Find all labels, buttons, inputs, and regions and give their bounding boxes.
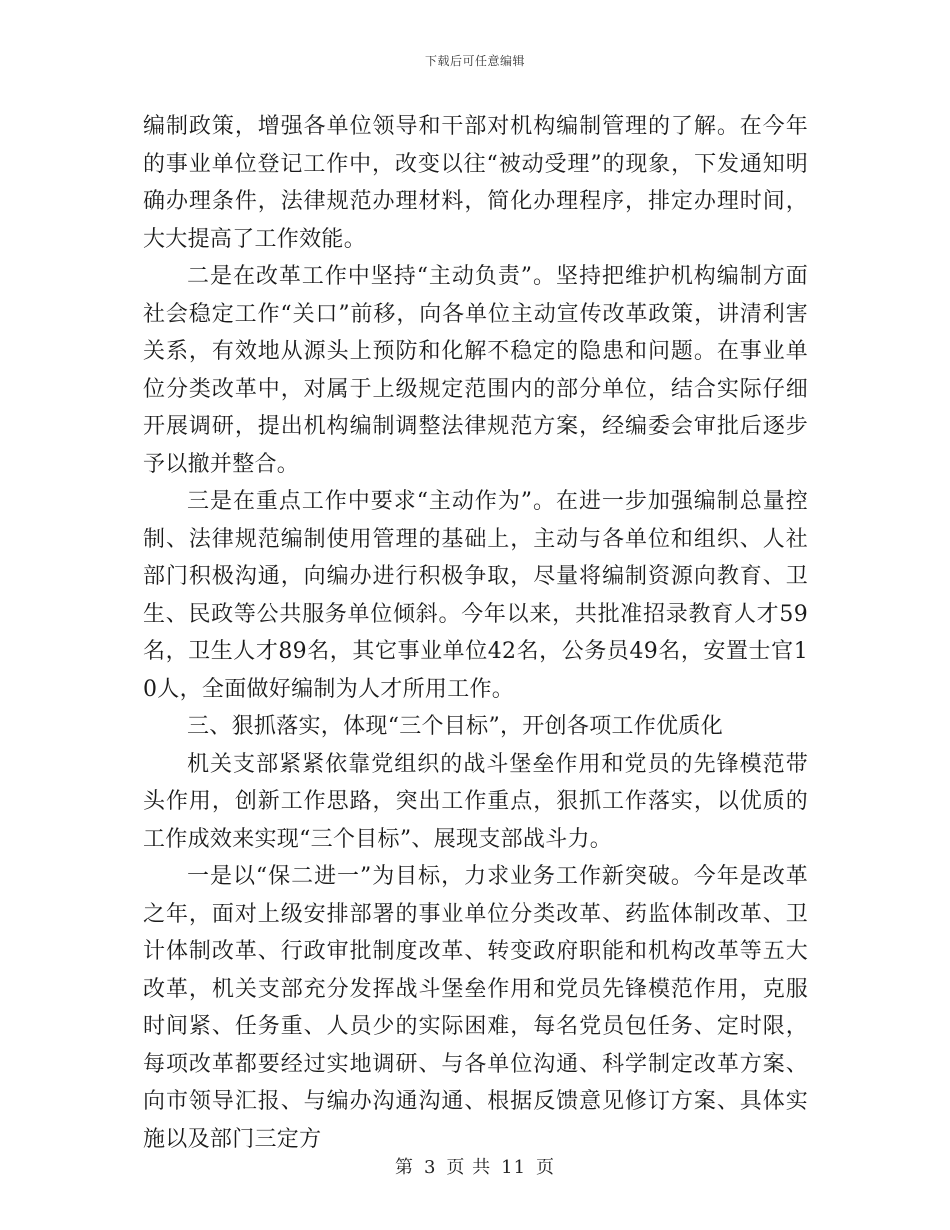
page-footer	[0, 1153, 950, 1179]
paragraph-5: 机关支部紧紧依靠党组织的战斗堡垒作用和党员的先锋模范带头作用，创新工作思路，突出工作重点，狠抓工作落实，以优质的工作成效来实现“三个目标”、展现支部战斗力。	[143, 751, 808, 852]
footer-current-page: 3	[423, 1157, 437, 1178]
footer-suffix: 页	[536, 1157, 556, 1178]
paragraph-3: 三是在重点工作中要求“主动作为”。在进一步加强编制总量控制、法律规范编制使用管理的基础上，主动与各单位和组织、人社部门积极沟通，向编办进行积极争取，尽量将编制资源向教育、卫生、民政等公共服务单位倾斜。今年以来，共批准招录教育人才59名，卫生人才89名，其它事业单位42名，公务员49名，安置士官10人，全面做好编制为人才所用工作。	[143, 489, 808, 702]
section-heading: 三、狠抓落实，体现“三个目标”，开创各项工作优质化	[187, 714, 723, 739]
page-header: 下载后可任意编辑	[424, 54, 525, 68]
paragraph-1: 编制政策，增强各单位领导和干部对机构编制管理的了解。在今年的事业单位登记工作中，改变以往“被动受理”的现象，下发通知明确办理条件，法律规范办理材料，简化办理程序，排定办理时间，大大提高了工作效能。	[143, 114, 808, 252]
footer-total-pages: 11	[501, 1157, 527, 1178]
paragraph-2: 二是在改革工作中坚持“主动负责”。坚持把维护机构编制方面社会稳定工作“关口”前移，向各单位主动宣传改革政策，讲清利害关系，有效地从源头上预防和化解不稳定的隐患和问题。在事业单位分类改革中，对属于上级规定范围内的部分单位，结合实际仔细开展调研，提出机构编制调整法律规范方案，经编委会审批后逐步予以撤并整合。	[143, 264, 808, 477]
paragraph-6: 一是以“保二进一”为目标，力求业务工作新突破。今年是改革之年，面对上级安排部署的事业单位分类改革、药监体制改革、卫计体制改革、行政审批制度改革、转变政府职能和机构改革等五大改革，机关支部充分发挥战斗堡垒作用和党员先锋模范作用，克服时间紧、任务重、人员少的实际困难，每名党员包任务、定时限，每项改革都要经过实地调研、与各单位沟通、科学制定改革方案、向市领导汇报、与编办沟通沟通、根据反馈意见修订方案、具体实施以及部门三定方	[143, 864, 808, 1152]
footer-prefix: 第	[394, 1157, 414, 1178]
footer-middle: 页 共	[446, 1157, 492, 1178]
document-body	[143, 108, 808, 1158]
